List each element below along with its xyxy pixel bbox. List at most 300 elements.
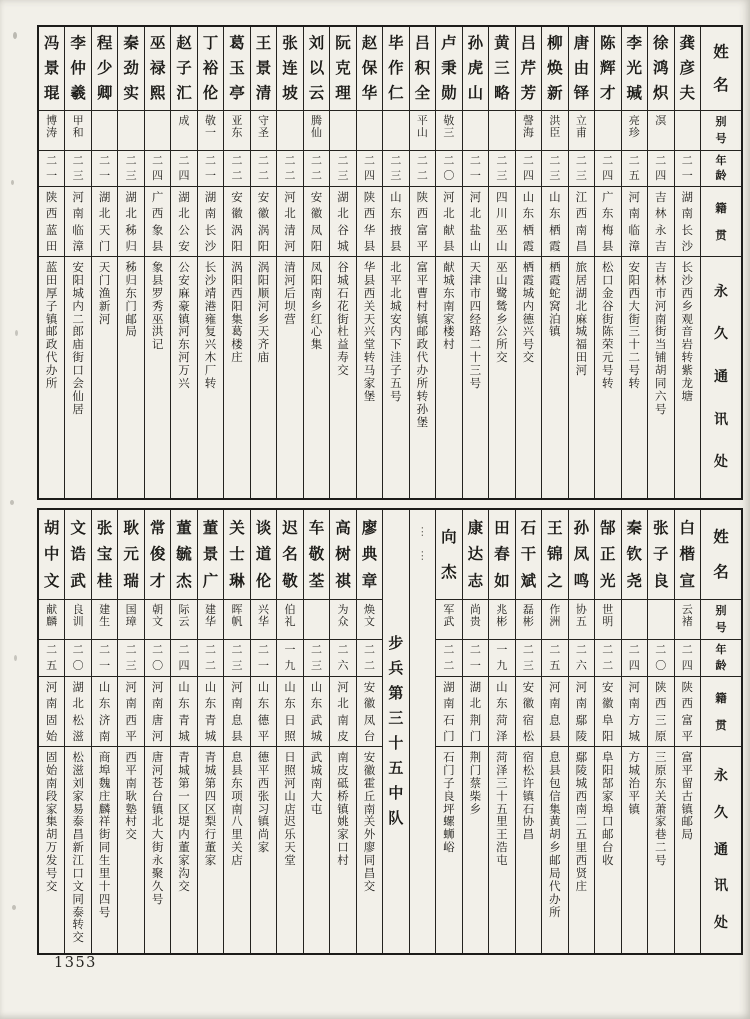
- person-address: 长 沙 西 乡 观 音 岩 转 紫 龙 塘: [681, 260, 693, 403]
- person-column: [224, 510, 250, 953]
- person-column: [118, 27, 144, 498]
- person-age: 二 一: [198, 151, 223, 187]
- person-name: 秦 钦 尧: [622, 510, 647, 600]
- person-native: 陕 西 蓝 田: [39, 187, 64, 257]
- column-header-alias: 别 号: [701, 111, 741, 151]
- person-alias: 立 甫: [569, 111, 594, 151]
- person-name: 董 毓 杰: [171, 510, 196, 600]
- column-header-native: 籍 贯: [701, 187, 741, 257]
- person-column: [436, 27, 462, 498]
- person-native: 河 南 方 城: [622, 677, 647, 747]
- person-native: 广 西 象 县: [145, 187, 170, 257]
- person-name: 王 景 清: [251, 27, 276, 111]
- person-age: 二 四: [357, 151, 382, 187]
- person-alias: 朝 文: [145, 600, 170, 640]
- person-native: 山 东 青 城: [171, 677, 196, 747]
- person-age: 二 四: [622, 640, 647, 677]
- person-native: 河 北 盐 山: [463, 187, 488, 257]
- scan-artifact: [12, 905, 16, 910]
- person-address: 息 县 包 信 集 黄 胡 乡 邮 局 代 办 所: [549, 750, 561, 919]
- person-alias: [622, 600, 647, 640]
- person-name: 黄 三 略: [489, 27, 514, 111]
- column-header-name: 姓 名: [701, 510, 741, 600]
- person-alias: 敬 三: [436, 111, 461, 151]
- roster-table-bottom: [37, 508, 743, 955]
- person-name: 高 树 祺: [330, 510, 355, 600]
- person-alias: 献 麟: [39, 600, 64, 640]
- person-name: 廖 典 章: [357, 510, 382, 600]
- person-alias: 建 华: [198, 600, 223, 640]
- person-native: 河 南 临 漳: [65, 187, 90, 257]
- person-address: 长 沙 靖 港 雍 复 兴 木 厂 转: [204, 260, 217, 390]
- person-name: 刘 以 云: [304, 27, 329, 111]
- person-column: [304, 27, 330, 498]
- person-alias: 伯 礼: [277, 600, 302, 640]
- person-age: 二 三: [224, 640, 249, 677]
- person-age: 二 二: [436, 640, 461, 677]
- person-column: [330, 27, 356, 498]
- person-address: 公 安 麻 豪 镇 河 东 河 万 兴: [178, 260, 190, 390]
- person-address: 日 照 河 山 店 迟 乐 天 堂: [284, 750, 296, 867]
- person-name: 关 士 琳: [224, 510, 249, 600]
- person-address: 蓝 田 厚 子 镇 邮 政 代 办 所: [45, 260, 58, 390]
- person-column: [39, 27, 65, 498]
- person-age: 二 三: [330, 151, 355, 187]
- person-native: 安 徽 阜 阳: [595, 677, 620, 747]
- person-age: 二 五: [622, 151, 647, 187]
- person-address: 南 皮 砥 桥 镇 姚 家 口 村: [337, 750, 349, 867]
- person-alias: 亮 珍: [622, 111, 647, 151]
- person-address: 息 县 东 项 南 八 里 关 店: [231, 750, 243, 867]
- person-address: 唐 河 苍 台 镇 北 大 街 永 聚 久 号: [151, 750, 164, 906]
- person-column: [277, 510, 303, 953]
- person-native: 湖 北 公 安: [171, 187, 196, 257]
- scan-artifact: [14, 655, 17, 661]
- person-native: 陕 西 华 县: [357, 187, 382, 257]
- person-column: [383, 27, 409, 498]
- person-address: 安 阳 城 内 二 郎 庙 街 口 会 仙 居: [72, 260, 84, 416]
- person-alias: [463, 111, 488, 151]
- person-alias: 守 圣: [251, 111, 276, 151]
- person-native: 山 东 济 南: [92, 677, 117, 747]
- person-address: 商 埠 魏 庄 麟 祥 街 同 生 里 十 四 号: [98, 750, 111, 919]
- person-age: 二 四: [516, 151, 541, 187]
- person-native: 江 西 南 昌: [569, 187, 594, 257]
- person-alias: 甲 和: [65, 111, 90, 151]
- person-address: 吉 林 市 河 南 街 当 铺 胡 同 六 号: [655, 260, 667, 416]
- person-name: 李 光 瑊: [622, 27, 647, 111]
- person-age: 二 四: [675, 640, 700, 677]
- person-age: 二 二: [277, 151, 302, 187]
- person-age: 二 三: [118, 640, 143, 677]
- person-age: 二 四: [171, 151, 196, 187]
- column-header-address: 永 久 通 讯 处: [714, 283, 728, 471]
- person-column: [92, 510, 118, 953]
- person-column: [410, 27, 436, 498]
- person-native: 河 南 息 县: [542, 677, 567, 747]
- person-name: 丁 裕 伦: [198, 27, 223, 111]
- person-name: 康 达 志: [463, 510, 488, 600]
- person-age: 二 四: [595, 151, 620, 187]
- person-native: 山 东 武 城: [304, 677, 329, 747]
- person-column: [145, 510, 171, 953]
- person-native: 河 北 南 皮: [330, 677, 355, 747]
- person-native: 安 徽 涡 阳: [224, 187, 249, 257]
- person-native: 广 东 梅 县: [595, 187, 620, 257]
- person-alias: [675, 111, 700, 151]
- person-native: 湖 北 荆 门: [463, 677, 488, 747]
- person-name: 胡 中 文: [39, 510, 64, 600]
- person-age: 二 六: [330, 640, 355, 677]
- person-alias: 良 训: [65, 600, 90, 640]
- person-column: [648, 510, 674, 953]
- person-age: 二 四: [171, 640, 196, 677]
- person-column: [171, 27, 197, 498]
- person-address: 栖 霞 蛇 窝 泊 镇: [549, 260, 561, 339]
- person-age: 二 三: [383, 151, 408, 187]
- person-native: 山 东 栖 霞: [542, 187, 567, 257]
- person-age: 二 二: [357, 640, 382, 677]
- roster-tables: [37, 25, 743, 955]
- person-age: 二 三: [516, 640, 541, 677]
- person-alias: [304, 600, 329, 640]
- column-header-name: 姓 名: [701, 27, 741, 111]
- person-alias: 兆 彬: [489, 600, 514, 640]
- person-age: 二 一: [92, 640, 117, 677]
- person-column: [595, 510, 621, 953]
- person-age: 一 九: [489, 640, 514, 677]
- person-column: [622, 27, 648, 498]
- person-name: 孙 凤 鸣: [569, 510, 594, 600]
- person-column: [357, 510, 383, 953]
- person-address: 象 县 罗 秀 巫 洪 记: [151, 260, 164, 352]
- person-alias: 为 众: [330, 600, 355, 640]
- person-name: 谈 道 伦: [251, 510, 276, 600]
- person-address: 方 城 治 平 镇: [628, 750, 641, 816]
- person-alias: 焕 文: [357, 600, 382, 640]
- person-address: 谷 城 石 花 街 杜 益 寿 交: [337, 260, 349, 377]
- person-native: 山 东 菏 泽: [489, 677, 514, 747]
- person-address: 荆 门 蔡 柴 乡: [469, 750, 482, 816]
- person-native: 山 东 德 平: [251, 677, 276, 747]
- person-alias: 腾 仙: [304, 111, 329, 151]
- person-native: 河 南 鄢 陵: [569, 677, 594, 747]
- person-native: 安 徽 凤 台: [357, 677, 382, 747]
- unit-designation-column: [383, 510, 409, 953]
- person-alias: 晖 帆: [224, 600, 249, 640]
- person-address: 武 城 南 大 屯: [310, 750, 323, 816]
- person-alias: 际 云: [171, 600, 196, 640]
- person-name: 赵 保 华: [357, 27, 382, 111]
- person-native: 河 南 唐 河: [145, 677, 170, 747]
- person-name: 吕 积 全: [410, 27, 435, 111]
- person-name: 向 杰: [436, 510, 461, 600]
- column-header-address: 永 久 通 讯 处: [714, 767, 728, 932]
- person-alias: 云 褚: [675, 600, 700, 640]
- person-name: 卢 秉 勋: [436, 27, 461, 111]
- person-column: [39, 510, 65, 953]
- person-column: [622, 510, 648, 953]
- person-alias: [357, 111, 382, 151]
- person-alias: 作 洲: [542, 600, 567, 640]
- person-name: 秦 劲 实: [118, 27, 143, 111]
- person-column: [569, 27, 595, 498]
- person-address: 栖 霞 城 内 德 兴 号 交: [522, 260, 535, 365]
- person-native: 山 东 掖 县: [383, 187, 408, 257]
- person-native: 湖 北 秭 归: [118, 187, 143, 257]
- person-name: 张 子 良: [648, 510, 673, 600]
- person-column: [92, 27, 118, 498]
- person-age: 二 三: [65, 151, 90, 187]
- person-age: 二 三: [569, 151, 594, 187]
- person-native: 陕 西 三 原: [648, 677, 673, 747]
- person-name: 唐 由 铎: [569, 27, 594, 111]
- person-age: 二 三: [489, 151, 514, 187]
- person-column: [118, 510, 144, 953]
- person-name: 巫 禄 熙: [145, 27, 170, 111]
- person-age: 二 〇: [65, 640, 90, 677]
- person-address: 阜 阳 郜 家 埠 口 邮 台 收: [602, 750, 614, 867]
- person-age: 二 二: [304, 151, 329, 187]
- person-age: 一 九: [277, 640, 302, 677]
- person-age: 二 四: [145, 151, 170, 187]
- person-address: 安 阳 西 大 街 三 十 二 号 转: [628, 260, 641, 390]
- person-alias: 謦 海: [516, 111, 541, 151]
- person-alias: [145, 111, 170, 151]
- person-alias: 兴 华: [251, 600, 276, 640]
- person-age: 二 〇: [145, 640, 170, 677]
- person-age: 二 二: [198, 640, 223, 677]
- person-name: 冯 景 琨: [39, 27, 64, 111]
- header-column: [701, 510, 741, 953]
- scan-artifact: [13, 32, 17, 39]
- person-age: 二 一: [39, 151, 64, 187]
- person-native: 湖 南 长 沙: [198, 187, 223, 257]
- person-column: [65, 510, 91, 953]
- person-age: 二 四: [648, 151, 673, 187]
- person-address: 清 河 后 坝 营: [284, 260, 296, 326]
- person-column: [542, 510, 568, 953]
- person-column: [304, 510, 330, 953]
- person-native: 河 南 临 漳: [622, 187, 647, 257]
- person-name: 葛 玉 亭: [224, 27, 249, 111]
- header-column: [701, 27, 741, 498]
- person-native: 陕 西 富 平: [410, 187, 435, 257]
- person-age: 二 一: [463, 640, 488, 677]
- person-native: 安 徽 凤 阳: [304, 187, 329, 257]
- person-name: 毕 作 仁: [383, 27, 408, 111]
- person-alias: 尚 贵: [463, 600, 488, 640]
- person-column: [145, 27, 171, 498]
- ditto-marks: ⋮ ⋮: [416, 525, 428, 562]
- person-address: 天 津 市 四 经 路 二 十 三 号: [469, 260, 482, 390]
- person-address: 青 城 第 四 区 梨 行 董 家: [204, 750, 217, 867]
- person-address: 献 城 东 南 家 楼 村: [443, 260, 455, 352]
- person-alias: [92, 111, 117, 151]
- person-name: 王 锦 之: [542, 510, 567, 600]
- person-address: 三 原 东 关 萧 家 巷 二 号: [655, 750, 667, 867]
- person-address: 天 门 渔 新 河: [98, 260, 111, 326]
- person-address: 德 平 西 张 习 镇 尚 家: [257, 750, 270, 855]
- person-native: 吉 林 永 吉: [648, 187, 673, 257]
- person-age: 二 〇: [436, 151, 461, 187]
- person-age: 二 一: [92, 151, 117, 187]
- person-alias: [118, 111, 143, 151]
- person-column: [436, 510, 462, 953]
- person-column: [463, 27, 489, 498]
- person-alias: 凕: [648, 111, 673, 151]
- person-native: 湖 北 天 门: [92, 187, 117, 257]
- scan-artifact: [10, 500, 14, 505]
- person-column: [251, 27, 277, 498]
- person-column: [251, 510, 277, 953]
- person-age: 二 一: [463, 151, 488, 187]
- person-native: 湖 北 谷 城: [330, 187, 355, 257]
- person-native: 山 东 青 城: [198, 677, 223, 747]
- person-native: 安 徽 宿 松: [516, 677, 541, 747]
- person-column: [277, 27, 303, 498]
- column-header-native: 籍 贯: [701, 677, 741, 747]
- person-name: 程 少 卿: [92, 27, 117, 111]
- person-address: 富 平 曹 村 镇 邮 政 代 办 所 转 孙 堡: [416, 260, 429, 429]
- person-address: 宿 松 许 镇 石 协 昌: [522, 750, 535, 842]
- ditto-marks-column: [410, 510, 436, 953]
- person-age: 二 二: [595, 640, 620, 677]
- person-native: 山 东 栖 霞: [516, 187, 541, 257]
- person-age: 二 一: [251, 640, 276, 677]
- person-native: 河 南 西 平: [118, 677, 143, 747]
- person-alias: 敬 一: [198, 111, 223, 151]
- person-address: 青 城 第 一 区 堤 内 董 家 沟 交: [178, 750, 190, 893]
- person-name: 龚 彦 夫: [675, 27, 700, 111]
- person-address: 秭 归 东 门 邮 局: [125, 260, 137, 339]
- person-column: [516, 27, 542, 498]
- person-native: 湖 南 长 沙: [675, 187, 700, 257]
- person-name: 文 诰 武: [65, 510, 90, 600]
- person-column: [171, 510, 197, 953]
- person-age: 二 〇: [648, 640, 673, 677]
- person-name: 陈 辉 才: [595, 27, 620, 111]
- person-native: 河 南 息 县: [224, 677, 249, 747]
- person-name: 田 春 如: [489, 510, 514, 600]
- person-name: 常 俊 才: [145, 510, 170, 600]
- person-column: [224, 27, 250, 498]
- scan-artifact: [15, 330, 18, 336]
- person-alias: 军 武: [436, 600, 461, 640]
- person-native: 湖 北 松 滋: [65, 677, 90, 747]
- person-column: [542, 27, 568, 498]
- person-column: [489, 27, 515, 498]
- person-column: [198, 27, 224, 498]
- person-native: 湖 南 石 门: [436, 677, 461, 747]
- person-column: [489, 510, 515, 953]
- person-age: 二 二: [224, 151, 249, 187]
- person-alias: 博 涛: [39, 111, 64, 151]
- column-header-age: 年 龄: [701, 640, 741, 677]
- person-name: 车 敬 荃: [304, 510, 329, 600]
- person-alias: [277, 111, 302, 151]
- person-name: 孙 虎 山: [463, 27, 488, 111]
- person-address: 涡 阳 顺 河 乡 天 齐 庙: [257, 260, 270, 365]
- person-alias: [648, 600, 673, 640]
- person-native: 河 北 献 县: [436, 187, 461, 257]
- person-column: [675, 27, 701, 498]
- person-column: [595, 27, 621, 498]
- person-address: 华 县 西 关 天 兴 堂 转 马 家 堡: [363, 260, 376, 403]
- person-alias: 亚 东: [224, 111, 249, 151]
- person-age: 二 六: [569, 640, 594, 677]
- person-age: 二 五: [39, 640, 64, 677]
- person-column: [569, 510, 595, 953]
- person-native: 四 川 巫 山: [489, 187, 514, 257]
- person-address: 石 门 子 良 坪 螺 蛳 峪: [443, 750, 455, 855]
- person-native: 陕 西 富 平: [675, 677, 700, 747]
- person-alias: 洪 臣: [542, 111, 567, 151]
- person-native: 山 东 日 照: [277, 677, 302, 747]
- person-name: 张 连 坡: [277, 27, 302, 111]
- person-name: 赵 子 汇: [171, 27, 196, 111]
- person-alias: 成: [171, 111, 196, 151]
- person-age: 二 三: [304, 640, 329, 677]
- person-age: 二 二: [251, 151, 276, 187]
- person-column: [516, 510, 542, 953]
- person-name: 郜 正 光: [595, 510, 620, 600]
- person-age: 二 三: [542, 151, 567, 187]
- scan-artifact: [11, 180, 14, 185]
- person-age: 二 二: [410, 151, 435, 187]
- person-address: 涡 阳 西 阳 集 葛 楼 庄: [231, 260, 243, 365]
- person-name: 迟 名 敬: [277, 510, 302, 600]
- person-address: 安 徽 霍 丘 南 关 外 廖 同 昌 交: [363, 750, 376, 893]
- person-name: 徐 鸿 炽: [648, 27, 673, 111]
- person-column: [330, 510, 356, 953]
- person-name: 柳 焕 新: [542, 27, 567, 111]
- person-native: 河 北 清 河: [277, 187, 302, 257]
- person-name: 董 景 广: [198, 510, 223, 600]
- person-alias: 国 璋: [118, 600, 143, 640]
- person-alias: 世 明: [595, 600, 620, 640]
- person-name: 石 干 斌: [516, 510, 541, 600]
- person-name: 耿 元 瑞: [118, 510, 143, 600]
- person-name: 张 宝 桂: [92, 510, 117, 600]
- person-address: 旅 居 湖 北 麻 城 福 田 河: [575, 260, 588, 377]
- person-name: 白 楷 宣: [675, 510, 700, 600]
- person-address: 松 滋 刘 家 易 泰 昌 新 江 口 文 同 泰 转 交: [72, 750, 84, 945]
- person-column: [198, 510, 224, 953]
- person-age: 二 一: [675, 151, 700, 187]
- person-native: 安 徽 涡 阳: [251, 187, 276, 257]
- person-address: 凤 阳 南 乡 红 心 集: [310, 260, 323, 352]
- person-column: [463, 510, 489, 953]
- person-alias: [383, 111, 408, 151]
- person-address: 菏 泽 三 十 五 里 王 浩 屯: [496, 750, 508, 867]
- person-address: 富 平 留 古 镇 邮 局: [681, 750, 693, 842]
- person-address: 巫 山 鹭 鸶 乡 公 所 交: [496, 260, 508, 365]
- person-native: 河 南 固 始: [39, 677, 64, 747]
- person-column: [675, 510, 701, 953]
- person-name: 吕 芹 芳: [516, 27, 541, 111]
- person-age: 二 三: [118, 151, 143, 187]
- person-alias: 建 生: [92, 600, 117, 640]
- column-header-age: 年 龄: [701, 151, 741, 187]
- person-name: 李 仲 羲: [65, 27, 90, 111]
- roster-table-top: [37, 25, 743, 500]
- person-column: [648, 27, 674, 498]
- person-alias: [489, 111, 514, 151]
- person-column: [357, 27, 383, 498]
- person-address: 鄢 陵 城 西 南 二 五 里 西 贤 庄: [575, 750, 588, 893]
- person-column: [65, 27, 91, 498]
